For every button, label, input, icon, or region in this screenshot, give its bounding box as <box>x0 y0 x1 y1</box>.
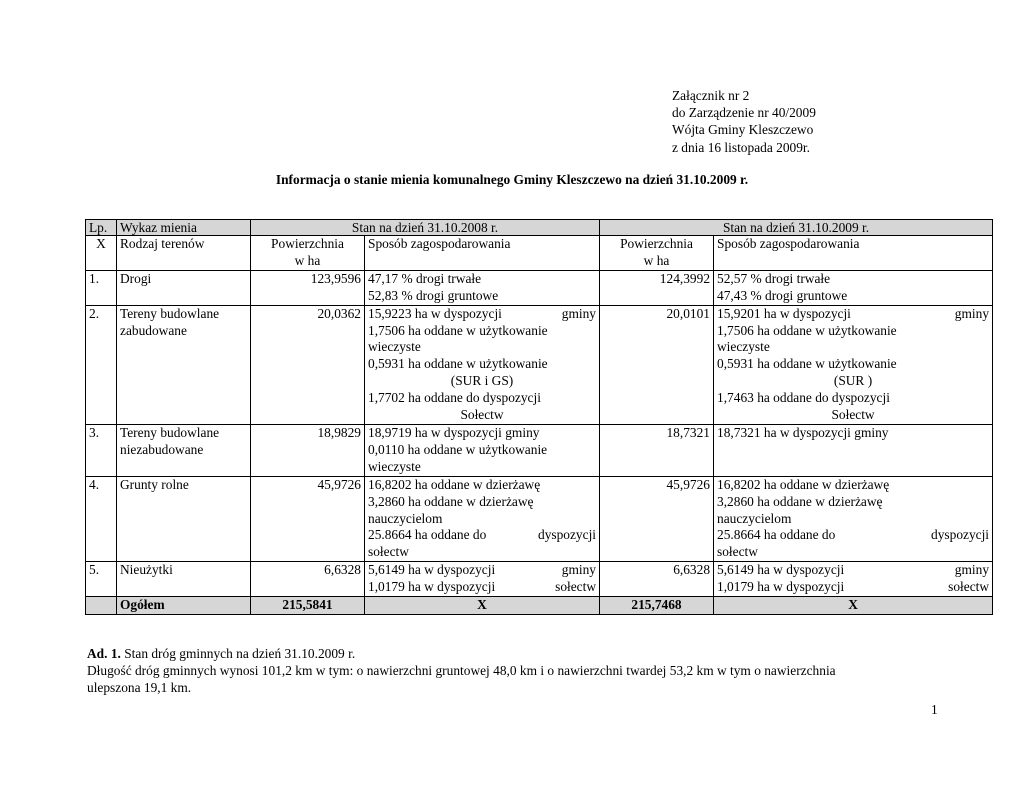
cell-area-2008: 18,9829 <box>251 424 365 476</box>
cell-line: 18,7321 ha w dyspozycji gminy <box>717 424 889 440</box>
cell-name <box>117 476 251 562</box>
cell-line-justified <box>717 562 989 579</box>
cell-line: sołectw <box>717 544 758 560</box>
note-heading-text: Stan dróg gminnych na dzień 31.10.2009 r. <box>120 646 356 661</box>
cell-line: Powierzchnia <box>271 236 344 251</box>
cell-line-justified <box>717 579 989 596</box>
cell-line: Tereny budowlane <box>120 305 220 321</box>
header-wykaz: Wykaz mienia <box>117 220 251 236</box>
cell-line: 16,8202 ha oddane w dzierżawę <box>368 476 541 492</box>
note-heading <box>87 645 836 662</box>
note-line: ulepszona 19,1 km. <box>87 680 192 696</box>
cell-line: 3,2860 ha oddane w dzierżawę <box>717 493 883 509</box>
cell-line: Sołectw <box>831 407 875 423</box>
cell-use-2009 <box>714 476 993 562</box>
cell-line-justified <box>368 579 596 596</box>
cell-line: sołectw <box>555 579 597 595</box>
cell-line: 0,5931 ha oddane w użytkowanie <box>368 356 548 372</box>
cell-line: Drogi <box>120 270 152 286</box>
header-lp: Lp. <box>86 220 117 236</box>
cell-use-2009 <box>714 270 993 305</box>
cell-area-2009: 45,9726 <box>600 476 714 562</box>
table-row <box>86 305 993 424</box>
cell-line: 5,6149 ha w dyspozycji <box>368 562 496 578</box>
total-row <box>86 597 993 615</box>
cell-use-2009 <box>714 305 993 424</box>
annex-line: do Zarządzenie nr 40/2009 <box>672 105 816 121</box>
cell-line-justified <box>717 306 989 323</box>
cell-line: Powierzchnia <box>620 236 693 251</box>
cell-line: 1,0179 ha w dyspozycji <box>368 579 496 595</box>
cell-lp: 2. <box>86 305 117 424</box>
cell-line: 18,9719 ha w dyspozycji gminy <box>368 424 540 440</box>
cell-line: 1,7702 ha oddane do dyspozycji <box>368 390 541 406</box>
cell-line: dyspozycji <box>931 527 990 543</box>
cell-line-justified <box>368 306 596 323</box>
document-title: Informacja o stanie mienia komunalnego Gminy Kleszczewo na dzień 31.10.2009 r. <box>275 172 749 187</box>
annex-line: z dnia 16 listopada 2009r. <box>672 139 810 155</box>
cell-line-justified <box>368 562 596 579</box>
note-label: Ad. 1. <box>87 646 121 661</box>
cell-line: 16,8202 ha oddane w dzierżawę <box>717 476 890 492</box>
total-area-2009: 215,7468 <box>600 597 714 615</box>
header-stan-2008: Stan na dzień 31.10.2008 r. <box>251 220 600 236</box>
subheader-use-2008: Sposób zagospodarowania <box>365 236 600 271</box>
cell-line: 1,7506 ha oddane w użytkowanie <box>368 322 548 338</box>
total-x-2009: X <box>714 597 993 615</box>
cell-lp: 4. <box>86 476 117 562</box>
header-row <box>86 220 993 236</box>
cell-area-2009: 18,7321 <box>600 424 714 476</box>
cell-line: 25.8664 ha oddane do <box>368 527 487 543</box>
cell-area-2009: 6,6328 <box>600 562 714 597</box>
subheader-area-2009 <box>600 236 714 271</box>
table-row <box>86 476 993 562</box>
cell-line: 47,17 % drogi trwałe <box>368 270 482 286</box>
cell-line: 15,9223 ha w dyspozycji <box>368 305 502 321</box>
cell-line: gminy <box>561 562 597 578</box>
cell-line: gminy <box>954 305 990 321</box>
cell-line: gminy <box>954 562 990 578</box>
cell-line: sołectw <box>948 579 990 595</box>
cell-line: 1,7506 ha oddane w użytkowanie <box>717 322 897 338</box>
subheader-rodzaj: Rodzaj terenów <box>117 236 251 271</box>
cell-line: 1,7463 ha oddane do dyspozycji <box>717 390 890 406</box>
cell-lp: 5. <box>86 562 117 597</box>
cell-line: wieczyste <box>717 339 770 355</box>
annex-note <box>672 87 816 156</box>
cell-line: Nieużytki <box>120 562 173 578</box>
cell-name <box>117 305 251 424</box>
cell-line: Grunty rolne <box>120 476 189 492</box>
table-row <box>86 270 993 305</box>
cell-name <box>117 270 251 305</box>
cell-line: w ha <box>643 252 670 268</box>
page-number: 1 <box>931 702 938 717</box>
total-x-2008: X <box>365 597 600 615</box>
total-lp <box>86 597 117 615</box>
cell-use-2008 <box>365 476 600 562</box>
cell-line: gminy <box>561 305 597 321</box>
note-line: Długość dróg gminnych wynosi 101,2 km w tym: o nawierzchni gruntowej 48,0 km i o nawierzchni twardej 53,2 km w tym o nawierzchnia <box>87 663 836 679</box>
cell-line: dyspozycji <box>538 527 597 543</box>
cell-line: 0,0110 ha oddane w użytkowanie <box>368 441 548 457</box>
header-stan-2009: Stan na dzień 31.10.2009 r. <box>600 220 993 236</box>
cell-line: 0,5931 ha oddane w użytkowanie <box>717 356 897 372</box>
cell-area-2009: 20,0101 <box>600 305 714 424</box>
subheader-row <box>86 236 993 271</box>
cell-line: wieczyste <box>368 339 421 355</box>
cell-line: 15,9201 ha w dyspozycji <box>717 305 851 321</box>
cell-line: (SUR ) <box>833 373 873 389</box>
cell-use-2008 <box>365 562 600 597</box>
cell-line-justified <box>368 527 596 544</box>
table-row <box>86 424 993 476</box>
cell-use-2008 <box>365 424 600 476</box>
cell-line: 52,83 % drogi gruntowe <box>368 287 499 303</box>
cell-line: sołectw <box>368 544 409 560</box>
cell-name <box>117 424 251 476</box>
cell-area-2008: 6,6328 <box>251 562 365 597</box>
subheader-use-2009: Sposób zagospodarowania <box>714 236 993 271</box>
subheader-area-2008 <box>251 236 365 271</box>
cell-line: 25.8664 ha oddane do <box>717 527 836 543</box>
cell-area-2008: 123,9596 <box>251 270 365 305</box>
cell-use-2009 <box>714 562 993 597</box>
cell-area-2008: 45,9726 <box>251 476 365 562</box>
cell-lp: 1. <box>86 270 117 305</box>
cell-line: 1,0179 ha w dyspozycji <box>717 579 845 595</box>
cell-name <box>117 562 251 597</box>
cell-line-justified <box>717 527 989 544</box>
total-label: Ogółem <box>117 597 251 615</box>
cell-line: niezabudowane <box>120 441 204 457</box>
cell-line: zabudowane <box>120 322 187 338</box>
cell-use-2009 <box>714 424 993 476</box>
cell-line: Tereny budowlane <box>120 424 220 440</box>
cell-line: nauczycielom <box>717 510 792 526</box>
cell-lp: 3. <box>86 424 117 476</box>
cell-line: 3,2860 ha oddane w dzierżawę <box>368 493 534 509</box>
cell-area-2008: 20,0362 <box>251 305 365 424</box>
cell-line: wieczyste <box>368 458 421 474</box>
cell-use-2008 <box>365 270 600 305</box>
total-area-2008: 215,5841 <box>251 597 365 615</box>
cell-line: nauczycielom <box>368 510 443 526</box>
subheader-x: X <box>86 236 117 271</box>
cell-line: 47,43 % drogi gruntowe <box>717 287 848 303</box>
annex-line: Załącznik nr 2 <box>672 88 750 103</box>
annex-line: Wójta Gminy Kleszczewo <box>672 122 814 138</box>
cell-line: 52,57 % drogi trwałe <box>717 270 831 286</box>
cell-line: Sołectw <box>460 407 504 423</box>
cell-area-2009: 124,3992 <box>600 270 714 305</box>
cell-line: (SUR i GS) <box>450 373 514 389</box>
cell-line: w ha <box>294 252 321 268</box>
cell-use-2008 <box>365 305 600 424</box>
property-table <box>85 219 993 615</box>
notes-section <box>87 645 836 697</box>
cell-line: 5,6149 ha w dyspozycji <box>717 562 845 578</box>
table-row <box>86 562 993 597</box>
